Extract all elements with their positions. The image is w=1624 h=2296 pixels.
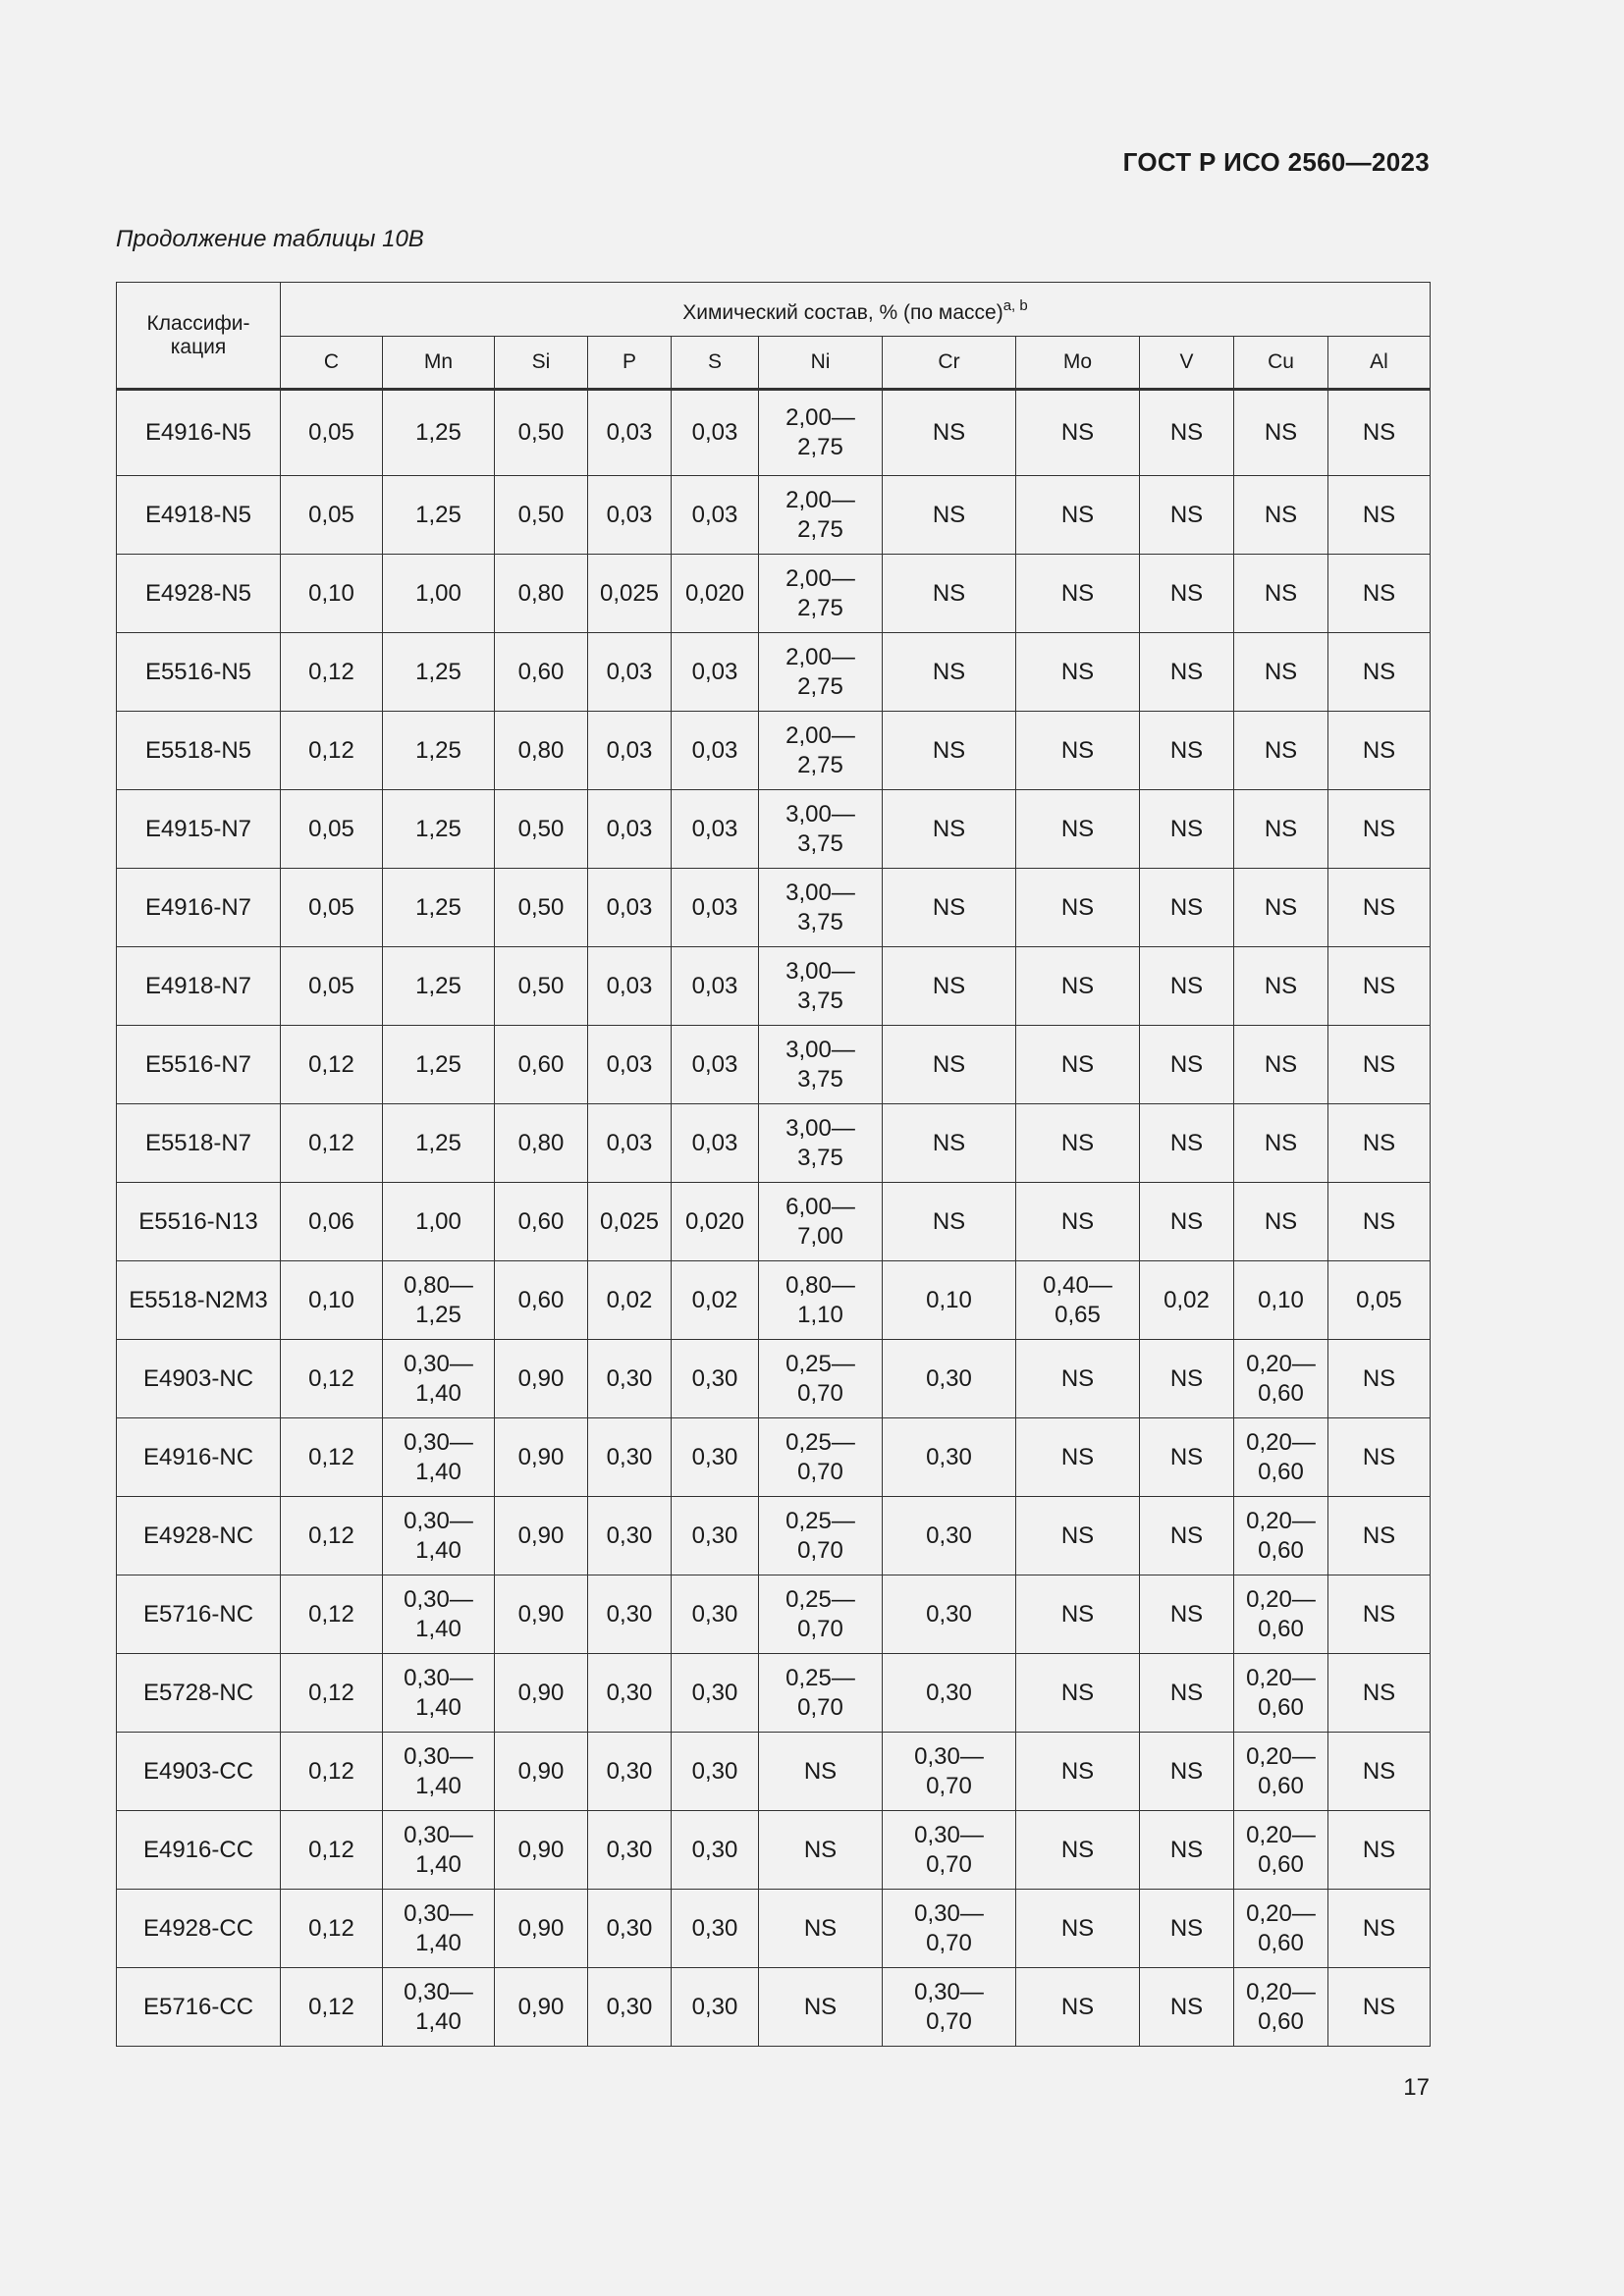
value-cell: 0,30— 1,40 xyxy=(383,1418,495,1497)
composition-footnote-ref: a, b xyxy=(1002,296,1028,314)
classification-cell: E5516-N7 xyxy=(117,1026,281,1104)
table-row xyxy=(117,1104,1431,1183)
value-cell: NS xyxy=(1328,390,1431,476)
classification-cell: E4928-CC xyxy=(117,1890,281,1968)
value-cell: 0,03 xyxy=(672,476,759,555)
value-cell: 0,03 xyxy=(588,869,672,947)
table-row xyxy=(117,712,1431,790)
value-cell: 0,20— 0,60 xyxy=(1234,1733,1328,1811)
value-cell: 0,03 xyxy=(588,790,672,869)
value-cell: 0,05 xyxy=(281,947,383,1026)
value-cell: 0,02 xyxy=(1140,1261,1234,1340)
value-cell: NS xyxy=(883,869,1016,947)
value-cell: 0,12 xyxy=(281,1811,383,1890)
value-cell: 0,30— 1,40 xyxy=(383,1890,495,1968)
value-cell: 0,03 xyxy=(672,1026,759,1104)
value-cell: 0,30 xyxy=(672,1733,759,1811)
value-cell: 0,020 xyxy=(672,555,759,633)
value-cell: 0,30— 1,40 xyxy=(383,1654,495,1733)
value-cell: 0,30— 1,40 xyxy=(383,1968,495,2047)
value-cell: 1,25 xyxy=(383,790,495,869)
value-cell: NS xyxy=(1328,1575,1431,1654)
value-cell: NS xyxy=(883,555,1016,633)
value-cell: NS xyxy=(1016,1104,1140,1183)
value-cell: NS xyxy=(883,633,1016,712)
value-cell: NS xyxy=(1234,869,1328,947)
table-row xyxy=(117,947,1431,1026)
value-cell: 1,25 xyxy=(383,633,495,712)
value-cell: 0,90 xyxy=(495,1968,588,2047)
value-cell: 0,30 xyxy=(588,1654,672,1733)
value-cell: 0,80 xyxy=(495,712,588,790)
value-cell: 0,25— 0,70 xyxy=(759,1654,883,1733)
value-cell: 0,12 xyxy=(281,712,383,790)
value-cell: NS xyxy=(1016,1575,1140,1654)
value-cell: 0,30 xyxy=(883,1654,1016,1733)
table-row xyxy=(117,390,1431,476)
value-cell: NS xyxy=(1328,712,1431,790)
value-cell: NS xyxy=(1140,1733,1234,1811)
classification-cell: E5728-NC xyxy=(117,1654,281,1733)
value-cell: 0,10 xyxy=(883,1261,1016,1340)
table-row xyxy=(117,1654,1431,1733)
value-cell: NS xyxy=(1016,1733,1140,1811)
value-cell: NS xyxy=(1140,712,1234,790)
value-cell: NS xyxy=(1016,1968,1140,2047)
column-header-al: Al xyxy=(1328,337,1431,390)
value-cell: NS xyxy=(1016,712,1140,790)
value-cell: 0,30 xyxy=(588,1733,672,1811)
value-cell: NS xyxy=(1328,1968,1431,2047)
table-row xyxy=(117,555,1431,633)
value-cell: 0,03 xyxy=(672,712,759,790)
table-row xyxy=(117,1340,1431,1418)
table-row xyxy=(117,1183,1431,1261)
value-cell: 0,30— 0,70 xyxy=(883,1811,1016,1890)
value-cell: 2,00— 2,75 xyxy=(759,390,883,476)
table-row xyxy=(117,476,1431,555)
table-row xyxy=(117,1261,1431,1340)
value-cell: 0,30 xyxy=(588,1575,672,1654)
value-cell: 0,30 xyxy=(883,1418,1016,1497)
value-cell: 1,25 xyxy=(383,476,495,555)
value-cell: 0,12 xyxy=(281,1026,383,1104)
value-cell: NS xyxy=(1234,633,1328,712)
value-cell: 0,06 xyxy=(281,1183,383,1261)
value-cell: 3,00— 3,75 xyxy=(759,947,883,1026)
value-cell: 1,25 xyxy=(383,712,495,790)
value-cell: 0,03 xyxy=(672,869,759,947)
value-cell: 0,05 xyxy=(281,476,383,555)
column-header-c: C xyxy=(281,337,383,390)
table-row xyxy=(117,1968,1431,2047)
value-cell: 0,12 xyxy=(281,1418,383,1497)
value-cell: NS xyxy=(1234,476,1328,555)
value-cell: NS xyxy=(1328,1340,1431,1418)
value-cell: 0,30— 1,40 xyxy=(383,1733,495,1811)
value-cell: 0,020 xyxy=(672,1183,759,1261)
value-cell: NS xyxy=(1328,1890,1431,1968)
value-cell: 0,60 xyxy=(495,1261,588,1340)
table-row xyxy=(117,1811,1431,1890)
value-cell: 0,30 xyxy=(672,1890,759,1968)
table-caption: Продолжение таблицы 10В xyxy=(116,226,424,252)
value-cell: NS xyxy=(1328,1104,1431,1183)
value-cell: 1,25 xyxy=(383,947,495,1026)
value-cell: 0,90 xyxy=(495,1654,588,1733)
value-cell: 0,12 xyxy=(281,633,383,712)
column-header-cu: Cu xyxy=(1234,337,1328,390)
column-header-v: V xyxy=(1140,337,1234,390)
value-cell: 0,025 xyxy=(588,1183,672,1261)
value-cell: NS xyxy=(1016,476,1140,555)
value-cell: NS xyxy=(1140,1890,1234,1968)
value-cell: 0,30 xyxy=(883,1575,1016,1654)
classification-header: Классифи- кация xyxy=(117,283,281,390)
value-cell: NS xyxy=(1234,790,1328,869)
value-cell: NS xyxy=(1140,1418,1234,1497)
value-cell: NS xyxy=(1140,1575,1234,1654)
value-cell: 0,10 xyxy=(281,555,383,633)
value-cell: NS xyxy=(1140,869,1234,947)
value-cell: NS xyxy=(1140,1104,1234,1183)
value-cell: NS xyxy=(1140,1968,1234,2047)
value-cell: NS xyxy=(1328,1026,1431,1104)
value-cell: NS xyxy=(1328,1497,1431,1575)
value-cell: 0,80— 1,10 xyxy=(759,1261,883,1340)
value-cell: 3,00— 3,75 xyxy=(759,1026,883,1104)
value-cell: NS xyxy=(1328,476,1431,555)
value-cell: NS xyxy=(1328,947,1431,1026)
value-cell: 0,20— 0,60 xyxy=(1234,1418,1328,1497)
value-cell: 0,03 xyxy=(588,390,672,476)
composition-header xyxy=(281,283,1431,337)
column-header-cr: Cr xyxy=(883,337,1016,390)
value-cell: NS xyxy=(883,390,1016,476)
value-cell: NS xyxy=(1234,947,1328,1026)
value-cell: 0,20— 0,60 xyxy=(1234,1654,1328,1733)
value-cell: NS xyxy=(1234,1104,1328,1183)
value-cell: NS xyxy=(1328,555,1431,633)
value-cell: NS xyxy=(1016,1026,1140,1104)
value-cell: 0,30 xyxy=(672,1968,759,2047)
value-cell: 0,05 xyxy=(1328,1261,1431,1340)
classification-cell: E4916-N5 xyxy=(117,390,281,476)
value-cell: NS xyxy=(1328,633,1431,712)
table-row xyxy=(117,1497,1431,1575)
value-cell: 0,03 xyxy=(672,390,759,476)
value-cell: 0,80— 1,25 xyxy=(383,1261,495,1340)
value-cell: 0,90 xyxy=(495,1890,588,1968)
value-cell: 0,03 xyxy=(588,947,672,1026)
value-cell: 3,00— 3,75 xyxy=(759,869,883,947)
value-cell: 0,03 xyxy=(672,947,759,1026)
column-header-s: S xyxy=(672,337,759,390)
value-cell: 0,90 xyxy=(495,1575,588,1654)
value-cell: 1,00 xyxy=(383,555,495,633)
value-cell: 0,20— 0,60 xyxy=(1234,1968,1328,2047)
value-cell: 0,60 xyxy=(495,633,588,712)
value-cell: 1,25 xyxy=(383,1026,495,1104)
value-cell: 0,12 xyxy=(281,1340,383,1418)
value-cell: 0,03 xyxy=(588,1026,672,1104)
value-cell: 0,12 xyxy=(281,1968,383,2047)
classification-cell: E4916-N7 xyxy=(117,869,281,947)
value-cell: 0,30 xyxy=(672,1340,759,1418)
table-row xyxy=(117,1418,1431,1497)
value-cell: NS xyxy=(883,1104,1016,1183)
column-header-si: Si xyxy=(495,337,588,390)
value-cell: 2,00— 2,75 xyxy=(759,476,883,555)
value-cell: NS xyxy=(1016,1654,1140,1733)
value-cell: NS xyxy=(883,790,1016,869)
value-cell: 0,30 xyxy=(588,1418,672,1497)
value-cell: 0,50 xyxy=(495,869,588,947)
value-cell: NS xyxy=(1234,1183,1328,1261)
value-cell: NS xyxy=(1140,1497,1234,1575)
value-cell: 0,30 xyxy=(588,1890,672,1968)
value-cell: NS xyxy=(1140,476,1234,555)
classification-cell: E4915-N7 xyxy=(117,790,281,869)
value-cell: 0,50 xyxy=(495,476,588,555)
value-cell: 0,03 xyxy=(588,1104,672,1183)
value-cell: NS xyxy=(1140,555,1234,633)
value-cell: 0,50 xyxy=(495,390,588,476)
value-cell: NS xyxy=(1328,869,1431,947)
value-cell: 0,05 xyxy=(281,869,383,947)
value-cell: NS xyxy=(759,1811,883,1890)
value-cell: 0,80 xyxy=(495,555,588,633)
value-cell: NS xyxy=(1016,1340,1140,1418)
value-cell: 3,00— 3,75 xyxy=(759,790,883,869)
value-cell: 0,50 xyxy=(495,947,588,1026)
value-cell: 0,30 xyxy=(588,1497,672,1575)
value-cell: NS xyxy=(1328,1811,1431,1890)
value-cell: 0,12 xyxy=(281,1497,383,1575)
value-cell: 0,30 xyxy=(588,1340,672,1418)
value-cell: NS xyxy=(1016,1890,1140,1968)
value-cell: 0,20— 0,60 xyxy=(1234,1340,1328,1418)
value-cell: 0,03 xyxy=(672,790,759,869)
value-cell: 6,00— 7,00 xyxy=(759,1183,883,1261)
value-cell: NS xyxy=(1328,1654,1431,1733)
composition-header-text: Химический состав, % (по массе) xyxy=(682,300,1003,324)
value-cell: NS xyxy=(1140,790,1234,869)
value-cell: 1,25 xyxy=(383,869,495,947)
classification-cell: E5716-NC xyxy=(117,1575,281,1654)
value-cell: 0,10 xyxy=(1234,1261,1328,1340)
value-cell: 0,03 xyxy=(588,633,672,712)
value-cell: 0,25— 0,70 xyxy=(759,1575,883,1654)
document-code: ГОСТ Р ИСО 2560—2023 xyxy=(1122,147,1430,177)
value-cell: NS xyxy=(1140,1026,1234,1104)
value-cell: 0,30— 1,40 xyxy=(383,1811,495,1890)
value-cell: 2,00— 2,75 xyxy=(759,712,883,790)
value-cell: NS xyxy=(1140,1811,1234,1890)
value-cell: 0,30 xyxy=(672,1654,759,1733)
classification-cell: E4903-NC xyxy=(117,1340,281,1418)
value-cell: NS xyxy=(759,1968,883,2047)
value-cell: NS xyxy=(883,1183,1016,1261)
classification-cell: E5516-N5 xyxy=(117,633,281,712)
value-cell: NS xyxy=(883,476,1016,555)
value-cell: 0,90 xyxy=(495,1340,588,1418)
value-cell: NS xyxy=(1016,790,1140,869)
value-cell: 0,12 xyxy=(281,1890,383,1968)
value-cell: 0,25— 0,70 xyxy=(759,1418,883,1497)
value-cell: NS xyxy=(883,947,1016,1026)
value-cell: 0,03 xyxy=(588,712,672,790)
composition-table-wrapper xyxy=(116,282,1430,2047)
value-cell: 0,30 xyxy=(883,1340,1016,1418)
column-header-p: P xyxy=(588,337,672,390)
value-cell: NS xyxy=(1328,790,1431,869)
value-cell: 0,30 xyxy=(588,1811,672,1890)
value-cell: 0,30— 0,70 xyxy=(883,1733,1016,1811)
value-cell: 0,20— 0,60 xyxy=(1234,1575,1328,1654)
value-cell: 0,12 xyxy=(281,1654,383,1733)
classification-cell: E4928-N5 xyxy=(117,555,281,633)
value-cell: 0,30 xyxy=(672,1575,759,1654)
value-cell: 0,30— 1,40 xyxy=(383,1340,495,1418)
classification-cell: E5518-N7 xyxy=(117,1104,281,1183)
value-cell: NS xyxy=(1234,712,1328,790)
value-cell: 0,05 xyxy=(281,390,383,476)
value-cell: 0,50 xyxy=(495,790,588,869)
value-cell: 0,40— 0,65 xyxy=(1016,1261,1140,1340)
classification-cell: E5518-N2M3 xyxy=(117,1261,281,1340)
value-cell: NS xyxy=(1328,1733,1431,1811)
table-row xyxy=(117,1733,1431,1811)
composition-table xyxy=(116,282,1431,2047)
classification-cell: E4918-N7 xyxy=(117,947,281,1026)
value-cell: NS xyxy=(1140,1340,1234,1418)
value-cell: 0,30 xyxy=(672,1497,759,1575)
value-cell: 0,30— 1,40 xyxy=(383,1497,495,1575)
classification-cell: E5716-CC xyxy=(117,1968,281,2047)
value-cell: 0,25— 0,70 xyxy=(759,1497,883,1575)
value-cell: 0,90 xyxy=(495,1497,588,1575)
value-cell: NS xyxy=(1140,633,1234,712)
value-cell: NS xyxy=(759,1890,883,1968)
value-cell: 0,30 xyxy=(883,1497,1016,1575)
classification-cell: E5516-N13 xyxy=(117,1183,281,1261)
value-cell: 0,12 xyxy=(281,1104,383,1183)
value-cell: NS xyxy=(1234,1026,1328,1104)
value-cell: 0,02 xyxy=(672,1261,759,1340)
value-cell: 0,20— 0,60 xyxy=(1234,1811,1328,1890)
value-cell: NS xyxy=(759,1733,883,1811)
value-cell: NS xyxy=(1016,555,1140,633)
value-cell: 0,30— 0,70 xyxy=(883,1968,1016,2047)
value-cell: 0,30— 0,70 xyxy=(883,1890,1016,1968)
value-cell: NS xyxy=(1140,1183,1234,1261)
column-header-mn: Mn xyxy=(383,337,495,390)
value-cell: NS xyxy=(1328,1418,1431,1497)
value-cell: 1,25 xyxy=(383,390,495,476)
value-cell: 0,03 xyxy=(672,633,759,712)
value-cell: 0,05 xyxy=(281,790,383,869)
table-row xyxy=(117,1890,1431,1968)
table-row xyxy=(117,790,1431,869)
value-cell: NS xyxy=(1140,1654,1234,1733)
table-body xyxy=(117,390,1431,2047)
value-cell: NS xyxy=(1016,633,1140,712)
value-cell: 0,90 xyxy=(495,1811,588,1890)
value-cell: 0,20— 0,60 xyxy=(1234,1497,1328,1575)
value-cell: 1,25 xyxy=(383,1104,495,1183)
value-cell: NS xyxy=(1328,1183,1431,1261)
value-cell: 0,10 xyxy=(281,1261,383,1340)
value-cell: 3,00— 3,75 xyxy=(759,1104,883,1183)
value-cell: NS xyxy=(1016,869,1140,947)
value-cell: NS xyxy=(1016,1811,1140,1890)
value-cell: NS xyxy=(1016,390,1140,476)
value-cell: 0,12 xyxy=(281,1575,383,1654)
value-cell: 0,20— 0,60 xyxy=(1234,1890,1328,1968)
table-row xyxy=(117,633,1431,712)
value-cell: 0,25— 0,70 xyxy=(759,1340,883,1418)
value-cell: 2,00— 2,75 xyxy=(759,555,883,633)
value-cell: 0,90 xyxy=(495,1418,588,1497)
value-cell: NS xyxy=(1234,555,1328,633)
value-cell: NS xyxy=(1140,390,1234,476)
classification-cell: E4918-N5 xyxy=(117,476,281,555)
value-cell: 0,03 xyxy=(588,476,672,555)
value-cell: NS xyxy=(1016,947,1140,1026)
value-cell: NS xyxy=(1140,947,1234,1026)
column-header-ni: Ni xyxy=(759,337,883,390)
table-row xyxy=(117,1575,1431,1654)
value-cell: 0,30 xyxy=(672,1418,759,1497)
classification-cell: E5518-N5 xyxy=(117,712,281,790)
value-cell: NS xyxy=(1016,1497,1140,1575)
value-cell: 1,00 xyxy=(383,1183,495,1261)
value-cell: 2,00— 2,75 xyxy=(759,633,883,712)
value-cell: NS xyxy=(1016,1183,1140,1261)
value-cell: 0,80 xyxy=(495,1104,588,1183)
value-cell: 0,30— 1,40 xyxy=(383,1575,495,1654)
value-cell: 0,12 xyxy=(281,1733,383,1811)
element-column-headers xyxy=(117,337,1431,390)
value-cell: 0,03 xyxy=(672,1104,759,1183)
value-cell: 0,90 xyxy=(495,1733,588,1811)
value-cell: NS xyxy=(883,1026,1016,1104)
table-row xyxy=(117,869,1431,947)
classification-cell: E4903-CC xyxy=(117,1733,281,1811)
page-number: 17 xyxy=(1403,2074,1430,2101)
table-row xyxy=(117,1026,1431,1104)
value-cell: NS xyxy=(1234,390,1328,476)
value-cell: 0,60 xyxy=(495,1026,588,1104)
classification-cell: E4916-NC xyxy=(117,1418,281,1497)
value-cell: NS xyxy=(1016,1418,1140,1497)
value-cell: 0,30 xyxy=(672,1811,759,1890)
value-cell: 0,025 xyxy=(588,555,672,633)
column-header-mo: Mo xyxy=(1016,337,1140,390)
classification-cell: E4928-NC xyxy=(117,1497,281,1575)
value-cell: 0,30 xyxy=(588,1968,672,2047)
value-cell: 0,60 xyxy=(495,1183,588,1261)
classification-cell: E4916-CC xyxy=(117,1811,281,1890)
value-cell: NS xyxy=(883,712,1016,790)
value-cell: 0,02 xyxy=(588,1261,672,1340)
